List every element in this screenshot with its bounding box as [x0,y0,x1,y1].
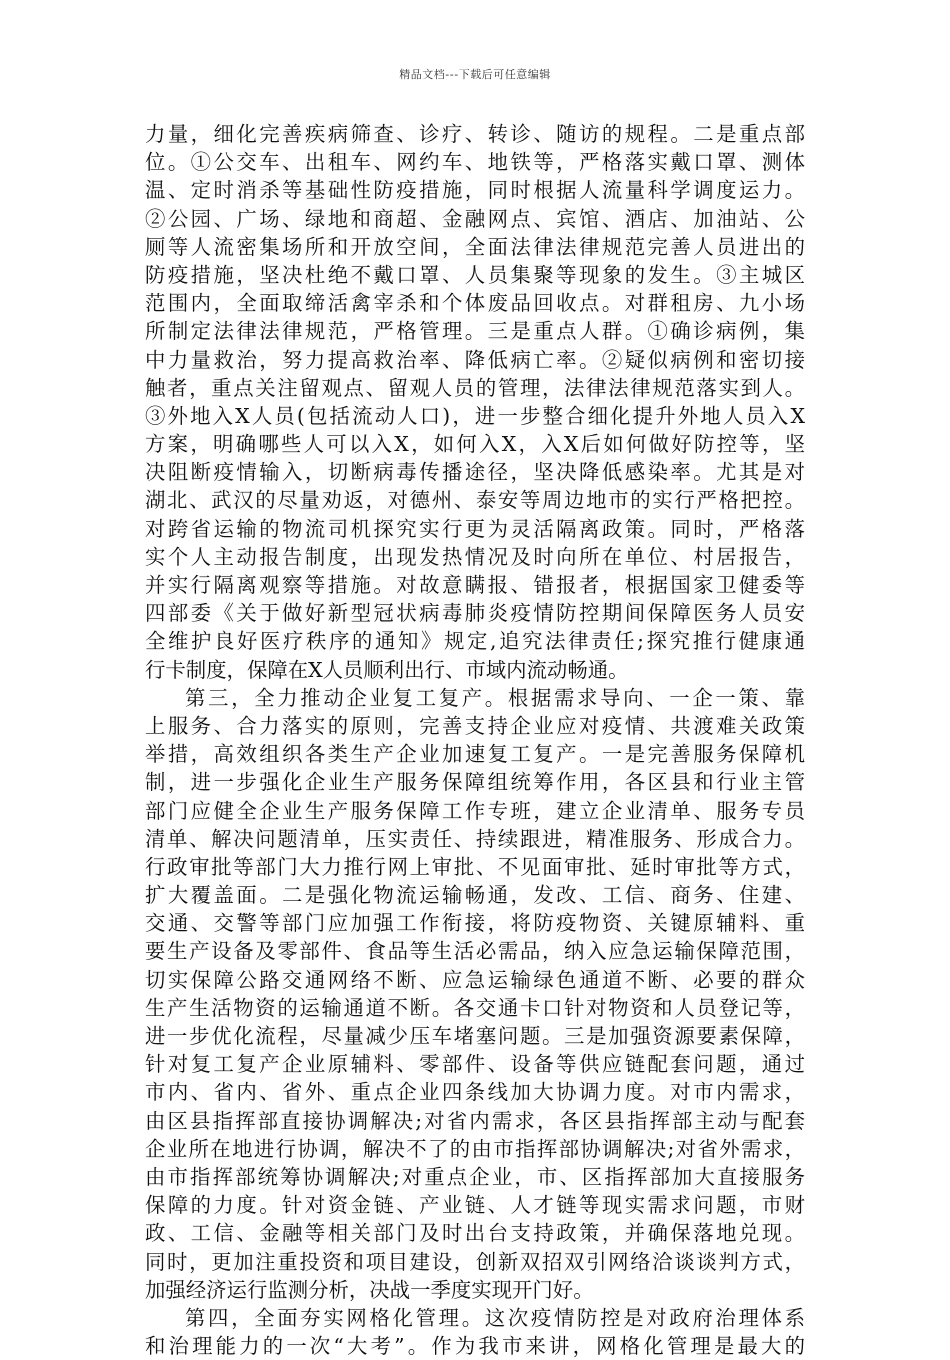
text-line: 决阻断疫情输入，切断病毒传播途径，坚决降低感染率。尤其是对 [145,460,805,485]
text-line: 企业所在地进行协调，解决不了的由市指挥部协调解决;对省外需求， [145,1136,805,1161]
text-line: 市内、省内、省外、重点企业四条线加大协调力度。对市内需求， [145,1080,805,1105]
text-line: 方案，明确哪些人可以入X，如何入X，入X后如何做好防控等，坚 [145,432,805,457]
text-line: 防疫措施，坚决杜绝不戴口罩、人员集聚等现象的发生。③主城区 [145,262,805,287]
text-line: 切实保障公路交通网络不断、应急运输绿色通道不断、必要的群众 [145,967,805,992]
text-line: 并实行隔离观察等措施。对故意瞒报、错报者，根据国家卫健委等 [145,573,805,597]
text-line: ③外地入X人员(包括流动人口)，进一步整合细化提升外地人员入X [145,403,805,428]
text-line: 制，进一步强化企业生产服务保障组统筹作用，各区县和行业主管 [145,770,805,795]
text-line: 清单、解决问题清单，压实责任、持续跟进，精准服务、形成合力。 [145,826,805,851]
document-body [145,120,805,1360]
text-line: 扩大覆盖面。二是强化物流运输畅通，发改、工信、商务、住建、 [145,883,805,908]
text-line: 针对复工复产企业原辅料、零部件、设备等供应链配套问题，通过 [145,1052,805,1077]
text-line: 第三，全力推动企业复工复产。根据需求导向、一企一策、靠 [185,685,805,710]
text-line: 政、工信、金融等相关部门及时出台支持政策，并确保落地兑现。 [145,1221,805,1246]
text-line: 力量，细化完善疾病筛查、诊疗、转诊、随访的规程。二是重点部 [145,122,805,146]
text-line: 举措，高效组织各类生产企业加速复工复产。一是完善服务保障机 [145,742,805,767]
text-line: ②公园、广场、绿地和商超、金融网点、宾馆、酒店、加油站、公 [145,206,805,231]
text-line: 由市指挥部统筹协调解决;对重点企业，市、区指挥部加大直接服务 [145,1164,805,1189]
text-line: 生产生活物资的运输通道不断。各交通卡口针对物资和人员登记等， [145,995,805,1020]
text-line: 实个人主动报告制度，出现发热情况及时向所在单位、村居报告， [145,544,805,569]
text-line: 全维护良好医疗秩序的通知》规定,追究法律责任;探究推行健康通 [145,629,805,654]
text-line: 厕等人流密集场所和开放空间，全面法律法律规范完善人员进出的 [145,234,805,259]
text-line: 和治理能力的一次“大考”。作为我市来讲，网格化管理是最大的 [145,1334,805,1359]
text-line: 四部委《关于做好新型冠状病毒肺炎疫情防控期间保障医务人员安 [145,601,805,626]
text-line: 湖北、武汉的尽量劝返，对德州、泰安等周边地市的实行严格把控。 [145,488,805,513]
text-line: 交通、交警等部门应加强工作衔接，将防疫物资、关键原辅料、重 [145,911,805,936]
text-line: 保障的力度。针对资金链、产业链、人才链等现实需求问题，市财 [145,1193,805,1218]
text-line: 部门应健全企业生产服务保障工作专班，建立企业清单、服务专员 [145,798,805,823]
text-line: 所制定法律法律规范，严格管理。三是重点人群。①确诊病例，集 [145,319,805,344]
text-line: 上服务、合力落实的原则，完善支持企业应对疫情、共渡难关政策 [145,713,805,738]
text-line: 温、定时消杀等基础性防疫措施，同时根据人流量科学调度运力。 [145,178,805,203]
text-line: 要生产设备及零部件、食品等生活必需品，纳入应急运输保障范围， [145,939,805,964]
text-line: 第四，全面夯实网格化管理。这次疫情防控是对政府治理体系 [185,1305,805,1330]
text-line: 中力量救治，努力提高救治率、降低病亡率。②疑似病例和密切接 [145,347,805,372]
text-line: 由区县指挥部直接协调解决;对省内需求，各区县指挥部主动与配套 [145,1108,805,1133]
text-line: 同时，更加注重投资和项目建设，创新双招双引网络洽谈谈判方式， [145,1249,805,1274]
text-line: 触者，重点关注留观点、留观人员的管理，法律法律规范落实到人。 [145,375,805,400]
text-line: 行卡制度，保障在X人员顺利出行、市域内流动畅通。 [145,657,629,682]
text-line: 加强经济运行监测分析，决战一季度实现开门好。 [145,1277,594,1302]
text-line: 进一步优化流程，尽量减少压车堵塞问题。三是加强资源要素保障， [145,1024,805,1048]
text-line: 对跨省运输的物流司机探究实行更为灵活隔离政策。同时，严格落 [145,516,805,541]
text-line: 行政审批等部门大力推行网上审批、不见面审批、延时审批等方式， [145,854,805,879]
page-header: 精品文档---下载后可任意编辑 [399,68,551,81]
text-line: 位。①公交车、出租车、网约车、地铁等，严格落实戴口罩、测体 [145,150,805,175]
text-line: 范围内，全面取缔活禽宰杀和个体废品回收点。对群租房、九小场 [145,291,805,316]
